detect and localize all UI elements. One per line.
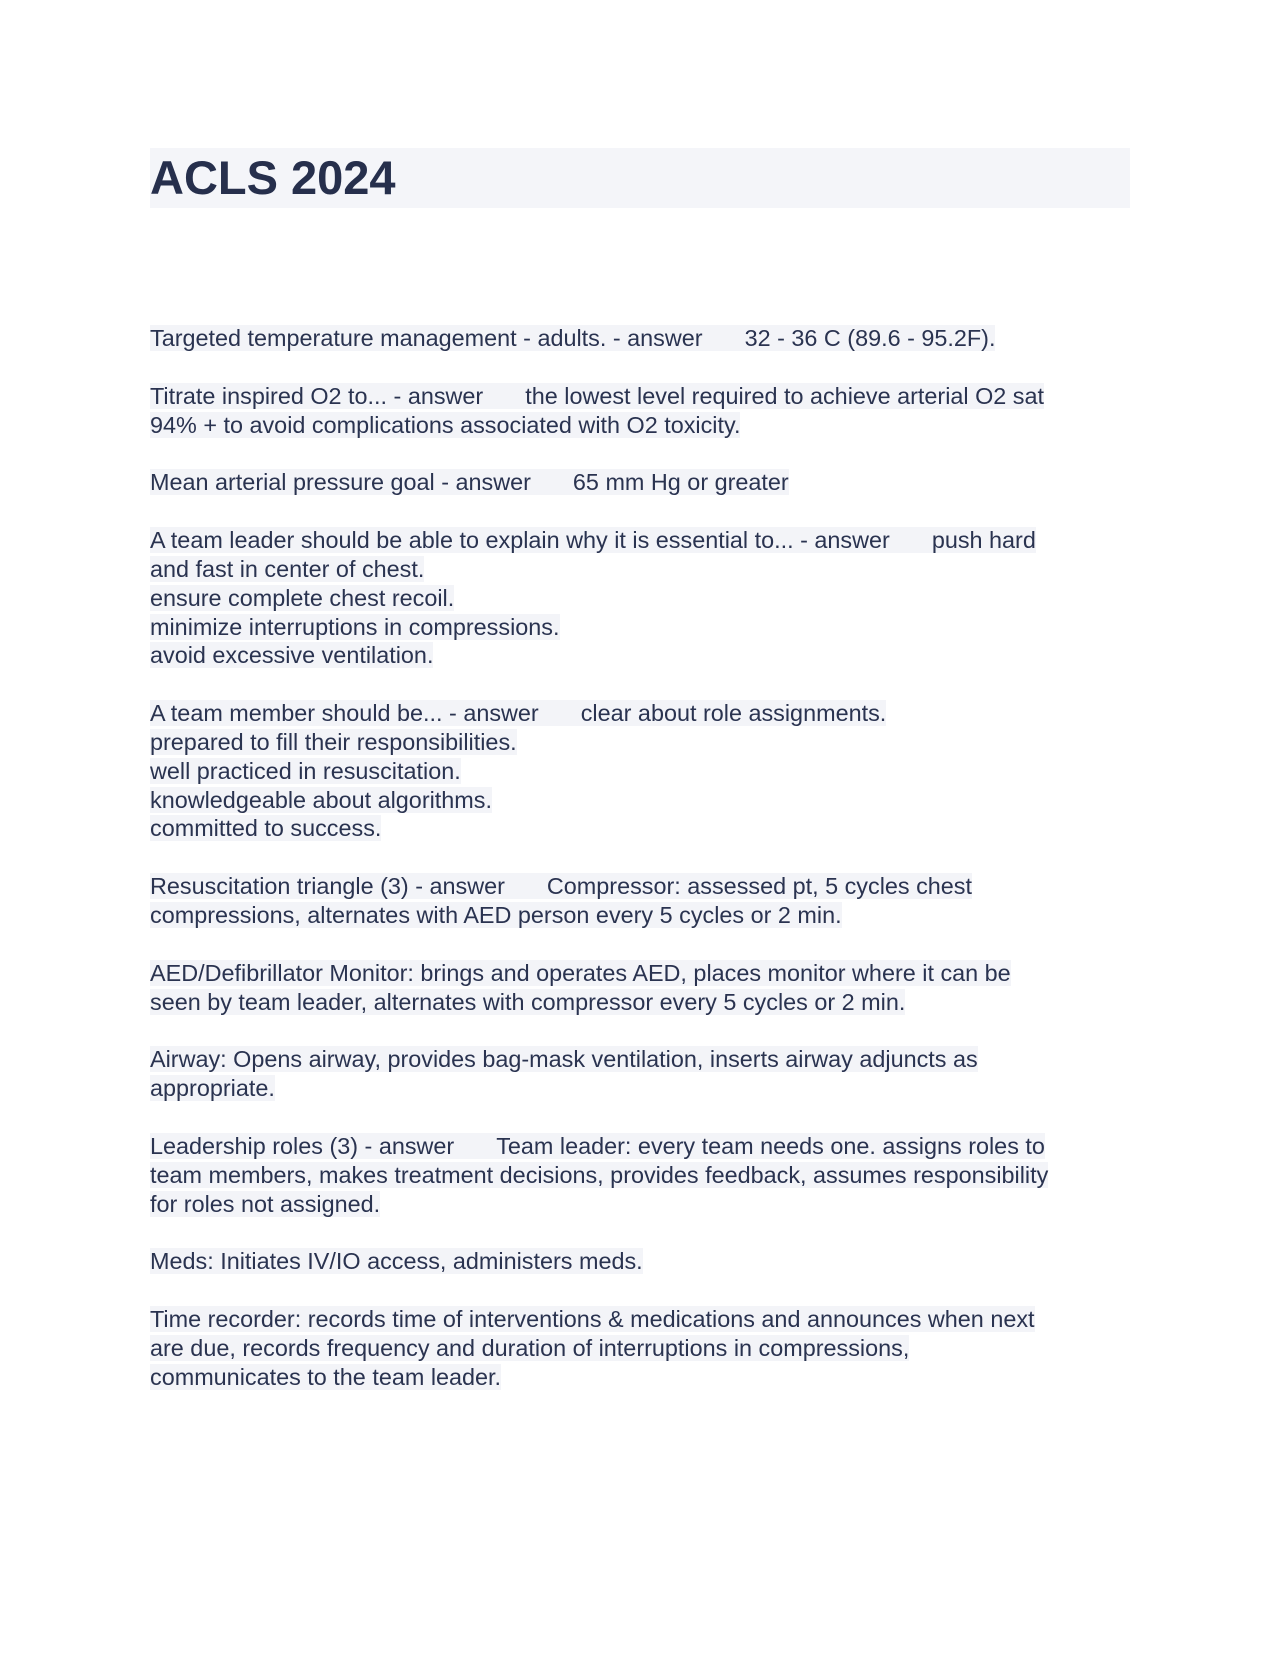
answer-line: communicates to the team leader.: [150, 1363, 502, 1390]
answer-line: ensure complete chest recoil.: [150, 584, 455, 611]
answer-line: for roles not assigned.: [150, 1190, 381, 1217]
flashcard-entry: [150, 1247, 1130, 1276]
flashcard-entry: [150, 959, 1130, 1017]
answer-text: Team leader: every team needs one. assigns roles to: [496, 1132, 1045, 1159]
answer-line: seen by team leader, alternates with compressor every 5 cycles or 2 min.: [150, 988, 906, 1015]
answer-line: well practiced in resuscitation.: [150, 757, 461, 784]
answer-text: the lowest level required to achieve arterial O2 sat: [525, 382, 1044, 409]
question-text: A team member should be... - answer: [150, 700, 539, 727]
answer-line: and fast in center of chest.: [150, 555, 425, 582]
document-title: ACLS 2024: [150, 148, 1130, 208]
answer-line: are due, records frequency and duration of interruptions in compressions,: [150, 1334, 910, 1361]
answer-line: Time recorder: records time of interventions & medications and announces when next: [150, 1306, 1035, 1333]
answer-text: 32 - 36 C (89.6 - 95.2F).: [744, 325, 996, 351]
flashcard-entry: [150, 526, 1130, 670]
question-text: Targeted temperature management - adults. - answer: [150, 325, 703, 351]
answer-line: team members, makes treatment decisions, provides feedback, assumes responsibility: [150, 1161, 1049, 1188]
answer-line: compressions, alternates with AED person every 5 cycles or 2 min.: [150, 901, 842, 928]
answer-line: prepared to fill their responsibilities.: [150, 728, 517, 755]
flashcard-entry: [150, 872, 1130, 930]
flashcard-entry: [150, 699, 1130, 843]
flashcard-entry: [150, 1132, 1130, 1218]
question-text: Leadership roles (3) - answer: [150, 1132, 455, 1159]
document-page: [150, 148, 1130, 1421]
answer-text: clear about role assignments.: [580, 700, 887, 727]
answer-line: AED/Defibrillator Monitor: brings and operates AED, places monitor where it can be: [150, 959, 1011, 986]
answer-text: push hard: [931, 527, 1036, 554]
answer-line: minimize interruptions in compressions.: [150, 613, 560, 640]
question-text: Mean arterial pressure goal - answer: [150, 469, 531, 496]
question-text: Titrate inspired O2 to... - answer: [150, 382, 484, 409]
flashcard-entry: [150, 1045, 1130, 1103]
answer-line: avoid excessive ventilation.: [150, 642, 434, 669]
answer-line: Meds: Initiates IV/IO access, administers meds.: [150, 1248, 643, 1275]
answer-line: Airway: Opens airway, provides bag-mask ventilation, inserts airway adjuncts as: [150, 1046, 978, 1073]
answer-line: committed to success.: [150, 815, 382, 842]
answer-line: appropriate.: [150, 1075, 275, 1102]
flashcard-list: [150, 324, 1130, 1392]
flashcard-entry: [150, 324, 1130, 353]
answer-text-continued: 94% + to avoid complications associated with O2 toxicity.: [150, 411, 741, 438]
answer-text: Compressor: assessed pt, 5 cycles chest: [546, 873, 973, 900]
answer-text: 65 mm Hg or greater: [572, 469, 789, 496]
question-text: A team leader should be able to explain why it is essential to... - answer: [150, 527, 890, 554]
flashcard-entry: [150, 382, 1130, 440]
question-text: Resuscitation triangle (3) - answer: [150, 873, 505, 900]
flashcard-entry: [150, 468, 1130, 497]
answer-line: knowledgeable about algorithms.: [150, 786, 492, 813]
flashcard-entry: [150, 1305, 1130, 1391]
